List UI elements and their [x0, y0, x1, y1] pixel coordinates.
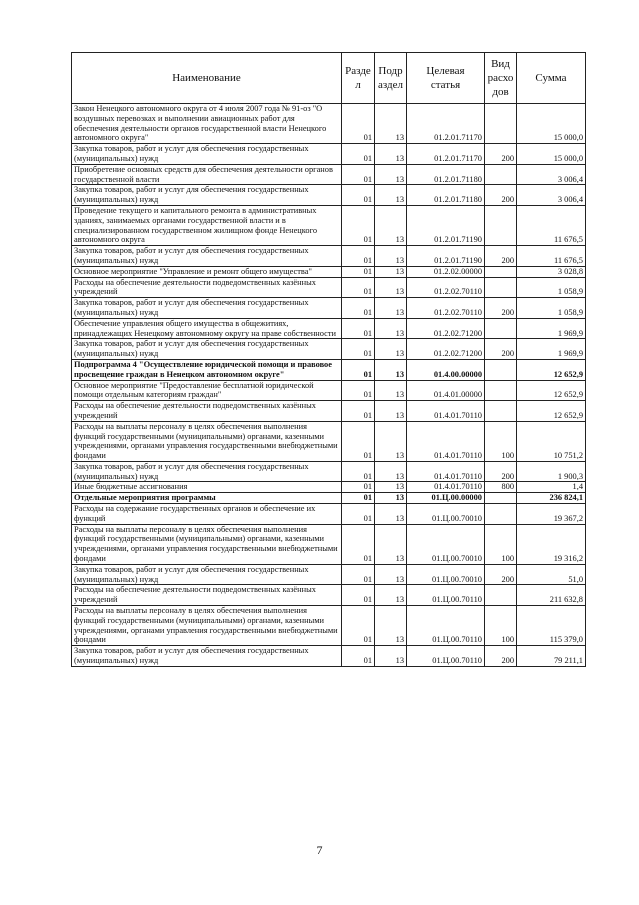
cell-target: 01.4.01.00000 — [407, 380, 485, 401]
cell-amount: 12 652,9 — [517, 380, 586, 401]
cell-expense-type — [485, 104, 517, 144]
cell-amount: 3 028,8 — [517, 266, 586, 277]
cell-section: 01 — [342, 524, 375, 564]
cell-amount: 1 900,3 — [517, 461, 586, 482]
cell-name: Расходы на выплаты персоналу в целях обеспечения выполнения функций государственными (муниципальными) органами, казенными учреждениями, органами управления государственными внебюджетными фондами — [72, 524, 342, 564]
table-row — [72, 185, 586, 206]
table-row — [72, 606, 586, 646]
cell-target: 01.4.01.70110 — [407, 401, 485, 422]
table-row — [72, 380, 586, 401]
cell-expense-type — [485, 401, 517, 422]
cell-expense-type — [485, 266, 517, 277]
cell-name: Закупка товаров, работ и услуг для обеспечения государственных (муниципальных) нужд — [72, 564, 342, 585]
cell-subsection: 13 — [375, 380, 407, 401]
cell-expense-type: 200 — [485, 144, 517, 165]
cell-target: 01.2.01.71170 — [407, 144, 485, 165]
cell-subsection: 13 — [375, 482, 407, 493]
cell-name: Проведение текущего и капитального ремонта в административных зданиях, занимаемых органами государственной власти и в специализированном государственном жилищном фонде Ненецкого автономного округа — [72, 205, 342, 245]
cell-target: 01.2.02.71200 — [407, 318, 485, 339]
cell-amount: 3 006,4 — [517, 185, 586, 206]
cell-name: Обеспечение управления общего имущества в общежитиях, принадлежащих Ненецкому автономному округу на праве собственности — [72, 318, 342, 339]
cell-section: 01 — [342, 564, 375, 585]
table-row — [72, 564, 586, 585]
cell-section: 01 — [342, 380, 375, 401]
cell-name: Отдельные мероприятия программы — [72, 493, 342, 504]
cell-expense-type — [485, 493, 517, 504]
cell-target: 01.2.02.00000 — [407, 266, 485, 277]
cell-subsection: 13 — [375, 205, 407, 245]
cell-amount: 115 379,0 — [517, 606, 586, 646]
cell-subsection: 13 — [375, 606, 407, 646]
table-row — [72, 524, 586, 564]
cell-section: 01 — [342, 482, 375, 493]
cell-expense-type: 200 — [485, 185, 517, 206]
cell-name: Закупка товаров, работ и услуг для обеспечения государственных (муниципальных) нужд — [72, 461, 342, 482]
cell-section: 01 — [342, 339, 375, 360]
cell-subsection: 13 — [375, 339, 407, 360]
cell-name: Расходы на содержание государственных органов и обеспечение их функций — [72, 504, 342, 525]
table-row — [72, 359, 586, 380]
cell-expense-type — [485, 504, 517, 525]
cell-target: 01.2.01.71180 — [407, 185, 485, 206]
cell-section: 01 — [342, 205, 375, 245]
cell-subsection: 13 — [375, 298, 407, 319]
cell-expense-type — [485, 205, 517, 245]
table-row — [72, 144, 586, 165]
cell-expense-type: 100 — [485, 421, 517, 461]
cell-amount: 79 211,1 — [517, 646, 586, 667]
cell-expense-type — [485, 359, 517, 380]
cell-target: 01.Ц.00.70010 — [407, 564, 485, 585]
cell-subsection: 13 — [375, 246, 407, 267]
cell-amount: 10 751,2 — [517, 421, 586, 461]
cell-name: Расходы на выплаты персоналу в целях обеспечения выполнения функций государственными (муниципальными) органами, казенными учреждениями, органами управления государственными внебюджетными фондами — [72, 421, 342, 461]
cell-amount: 19 316,2 — [517, 524, 586, 564]
table-row — [72, 266, 586, 277]
table-row — [72, 339, 586, 360]
cell-name: Основное мероприятие "Предоставление бесплатной юридической помощи отдельным категориям граждан" — [72, 380, 342, 401]
table-row — [72, 318, 586, 339]
header-expense-type: Вид расхо дов — [485, 53, 517, 104]
cell-expense-type: 200 — [485, 246, 517, 267]
cell-amount: 1 058,9 — [517, 298, 586, 319]
cell-section: 01 — [342, 421, 375, 461]
cell-expense-type — [485, 318, 517, 339]
cell-expense-type: 200 — [485, 339, 517, 360]
table-header-row — [72, 53, 586, 104]
table-row — [72, 493, 586, 504]
cell-amount: 11 676,5 — [517, 246, 586, 267]
cell-target: 01.Ц.00.70010 — [407, 504, 485, 525]
cell-amount: 211 632,8 — [517, 585, 586, 606]
cell-target: 01.Ц.00.70010 — [407, 524, 485, 564]
cell-section: 01 — [342, 164, 375, 185]
cell-name: Расходы на выплаты персоналу в целях обеспечения выполнения функций государственными (муниципальными) органами, казенными учреждениями, органами управления государственными внебюджетными фондами — [72, 606, 342, 646]
table-row — [72, 482, 586, 493]
cell-subsection: 13 — [375, 266, 407, 277]
header-target: Целевая статья — [407, 53, 485, 104]
cell-amount: 51,0 — [517, 564, 586, 585]
cell-name: Расходы на обеспечение деятельности подведомственных казённых учреждений — [72, 585, 342, 606]
cell-target: 01.Ц.00.70110 — [407, 606, 485, 646]
cell-subsection: 13 — [375, 359, 407, 380]
table-row — [72, 298, 586, 319]
header-name: Наименование — [72, 53, 342, 104]
cell-section: 01 — [342, 144, 375, 165]
cell-expense-type: 800 — [485, 482, 517, 493]
cell-subsection: 13 — [375, 318, 407, 339]
cell-name: Иные бюджетные ассигнования — [72, 482, 342, 493]
cell-amount: 11 676,5 — [517, 205, 586, 245]
budget-table — [71, 52, 586, 667]
cell-expense-type — [485, 380, 517, 401]
cell-expense-type: 100 — [485, 524, 517, 564]
cell-expense-type: 200 — [485, 298, 517, 319]
cell-name: Закупка товаров, работ и услуг для обеспечения государственных (муниципальных) нужд — [72, 185, 342, 206]
cell-amount: 12 652,9 — [517, 359, 586, 380]
cell-name: Закупка товаров, работ и услуг для обеспечения государственных (муниципальных) нужд — [72, 339, 342, 360]
cell-section: 01 — [342, 318, 375, 339]
table-row — [72, 401, 586, 422]
table-row — [72, 205, 586, 245]
cell-section: 01 — [342, 185, 375, 206]
cell-name: Закупка товаров, работ и услуг для обеспечения государственных (муниципальных) нужд — [72, 646, 342, 667]
cell-target: 01.2.02.70110 — [407, 298, 485, 319]
cell-section: 01 — [342, 504, 375, 525]
cell-subsection: 13 — [375, 493, 407, 504]
table-row — [72, 646, 586, 667]
cell-name: Закон Ненецкого автономного округа от 4 июля 2007 года № 91-оз "О воздушных перевозках и выполнении авиационных работ для обеспечения деятельности органов государственной власти Ненецкого автономного округа" — [72, 104, 342, 144]
cell-target: 01.2.01.71190 — [407, 205, 485, 245]
cell-section: 01 — [342, 246, 375, 267]
cell-subsection: 13 — [375, 461, 407, 482]
cell-expense-type: 100 — [485, 606, 517, 646]
cell-subsection: 13 — [375, 185, 407, 206]
cell-name: Приобретение основных средств для обеспечения деятельности органов государственной власти — [72, 164, 342, 185]
cell-name: Расходы на обеспечение деятельности подведомственных казённых учреждений — [72, 401, 342, 422]
header-amount: Сумма — [517, 53, 586, 104]
cell-amount: 15 000,0 — [517, 104, 586, 144]
cell-section: 01 — [342, 401, 375, 422]
cell-expense-type: 200 — [485, 461, 517, 482]
cell-section: 01 — [342, 104, 375, 144]
cell-subsection: 13 — [375, 421, 407, 461]
table-body — [72, 104, 586, 667]
cell-amount: 15 000,0 — [517, 144, 586, 165]
cell-section: 01 — [342, 461, 375, 482]
cell-amount: 19 367,2 — [517, 504, 586, 525]
cell-expense-type — [485, 164, 517, 185]
header-subsection: Подр аздел — [375, 53, 407, 104]
cell-subsection: 13 — [375, 504, 407, 525]
table-row — [72, 246, 586, 267]
table-row — [72, 104, 586, 144]
cell-target: 01.2.02.71200 — [407, 339, 485, 360]
table-row — [72, 164, 586, 185]
cell-amount: 1 969,9 — [517, 318, 586, 339]
cell-subsection: 13 — [375, 564, 407, 585]
cell-target: 01.4.01.70110 — [407, 482, 485, 493]
table-row — [72, 504, 586, 525]
table-row — [72, 421, 586, 461]
table-row — [72, 461, 586, 482]
table-row — [72, 277, 586, 298]
cell-target: 01.Ц.00.70110 — [407, 585, 485, 606]
cell-section: 01 — [342, 493, 375, 504]
cell-amount: 236 824,1 — [517, 493, 586, 504]
cell-section: 01 — [342, 298, 375, 319]
cell-amount: 12 652,9 — [517, 401, 586, 422]
cell-subsection: 13 — [375, 585, 407, 606]
cell-target: 01.Ц.00.70110 — [407, 646, 485, 667]
cell-section: 01 — [342, 646, 375, 667]
header-section: Разде л — [342, 53, 375, 104]
cell-target: 01.4.01.70110 — [407, 461, 485, 482]
cell-section: 01 — [342, 606, 375, 646]
cell-subsection: 13 — [375, 524, 407, 564]
cell-target: 01.2.02.70110 — [407, 277, 485, 298]
cell-target: 01.2.01.71190 — [407, 246, 485, 267]
cell-name: Закупка товаров, работ и услуг для обеспечения государственных (муниципальных) нужд — [72, 246, 342, 267]
cell-section: 01 — [342, 266, 375, 277]
cell-expense-type: 200 — [485, 564, 517, 585]
cell-target: 01.2.01.71170 — [407, 104, 485, 144]
cell-expense-type — [485, 585, 517, 606]
cell-subsection: 13 — [375, 277, 407, 298]
cell-section: 01 — [342, 277, 375, 298]
cell-target: 01.4.00.00000 — [407, 359, 485, 380]
cell-section: 01 — [342, 359, 375, 380]
cell-target: 01.2.01.71180 — [407, 164, 485, 185]
table-row — [72, 585, 586, 606]
cell-target: 01.4.01.70110 — [407, 421, 485, 461]
cell-amount: 3 006,4 — [517, 164, 586, 185]
cell-subsection: 13 — [375, 401, 407, 422]
cell-subsection: 13 — [375, 164, 407, 185]
cell-amount: 1 058,9 — [517, 277, 586, 298]
cell-target: 01.Ц.00.00000 — [407, 493, 485, 504]
cell-name: Закупка товаров, работ и услуг для обеспечения государственных (муниципальных) нужд — [72, 144, 342, 165]
cell-expense-type: 200 — [485, 646, 517, 667]
page-number: 7 — [316, 843, 323, 857]
cell-subsection: 13 — [375, 144, 407, 165]
cell-amount: 1,4 — [517, 482, 586, 493]
cell-section: 01 — [342, 585, 375, 606]
cell-name: Подпрограмма 4 "Осуществление юридической помощи и правовое просвещение граждан в Ненецком автономном округе" — [72, 359, 342, 380]
cell-name: Основное мероприятие "Управление и ремонт общего имущества" — [72, 266, 342, 277]
cell-expense-type — [485, 277, 517, 298]
cell-amount: 1 969,9 — [517, 339, 586, 360]
cell-subsection: 13 — [375, 646, 407, 667]
cell-name: Расходы на обеспечение деятельности подведомственных казённых учреждений — [72, 277, 342, 298]
cell-subsection: 13 — [375, 104, 407, 144]
cell-name: Закупка товаров, работ и услуг для обеспечения государственных (муниципальных) нужд — [72, 298, 342, 319]
